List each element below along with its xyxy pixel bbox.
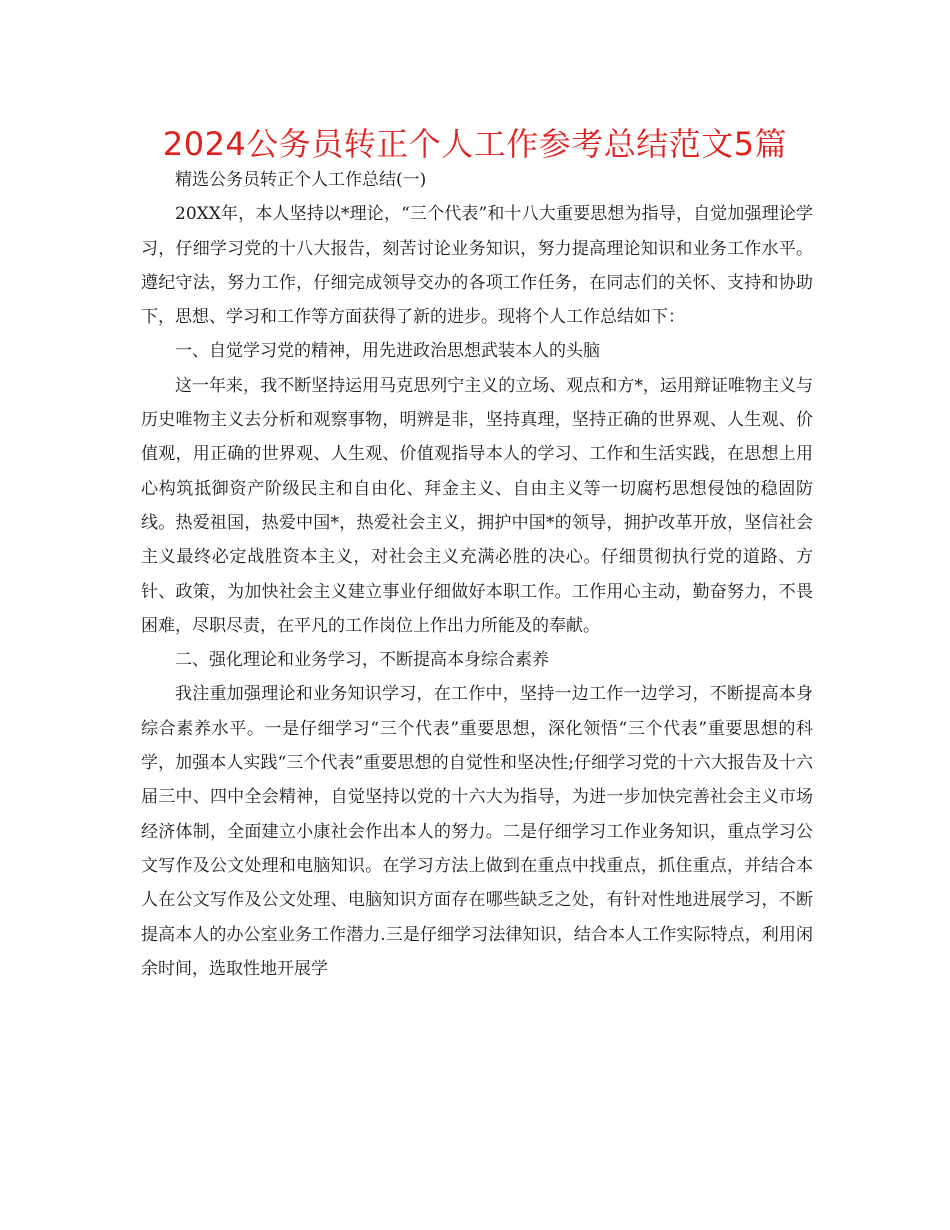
document-title: 2024公务员转正个人工作参考总结范文5篇 [162,125,788,163]
paragraph: 我注重加强理论和业务知识学习，在工作中，坚持一边工作一边学习，不断提高本身综合素养水平。一是仔细学习“三个代表”重要思想，深化领悟“三个代表”重要思想的科学，加强本人实践“三个代表”重要思想的自觉性和坚决性;仔细学习党的十六大报告及十六届三中、四中全会精神，自觉坚持以党的十六大为指导，为进一步加快完善社会主义市场经济体制，全面建立小康社会作出本人的努力。二是仔细学习工作业务知识，重点学习公文写作及公文处理和电脑知识。在学习方法上做到在重点中找重点，抓住重点，并结合本人在公文写作及公文处理、电脑知识方面存在哪些缺乏之处，有针对性地进展学习，不断提高本人的办公室业务工作潜力.三是仔细学习法律知识，结合本人工作实际特点，利用闲余时间，选取性地开展学 [141,684,813,979]
document-body [141,163,813,986]
section-heading: 一、自觉学习党的精神，用先进政治思想武装本人的头脑 [175,341,600,362]
section-heading: 精选公务员转正个人工作总结(一) [175,170,427,190]
section-heading: 二、强化理论和业务学习，不断提高本身综合素养 [175,650,549,671]
paragraph: 这一年来，我不断坚持运用马克思列宁主义的立场、观点和方*，运用辩证唯物主义与历史唯物主义去分析和观察事物，明辨是非，坚持真理，坚持正确的世界观、人生观、价值观，用正确的世界观、人生观、价值观指导本人的学习、工作和生活实践，在思想上用心构筑抵御资产阶级民主和自由化、拜金主义、自由主义等一切腐朽思想侵蚀的稳固防线。热爱祖国，热爱中国*，热爱社会主义，拥护中国*的领导，拥护改革开放，坚信社会主义最终必定战胜资本主义，对社会主义充满必胜的决心。仔细贯彻执行党的道路、方针、政策，为加快社会主义建立事业仔细做好本职工作。工作用心主动，勤奋努力，不畏困难，尽职尽责，在平凡的工作岗位上作出力所能及的奉献。 [141,375,813,636]
paragraph: 20XX年，本人坚持以*理论，“三个代表”和十八大重要思想为指导，自觉加强理论学习，仔细学习党的十八大报告，刻苦讨论业务知识，努力提高理论知识和业务工作水平。遵纪守法，努力工作，仔细完成领导交办的各项工作任务，在同志们的关怀、支持和协助下，思想、学习和工作等方面获得了新的进步。现将个人工作总结如下： [141,204,813,328]
